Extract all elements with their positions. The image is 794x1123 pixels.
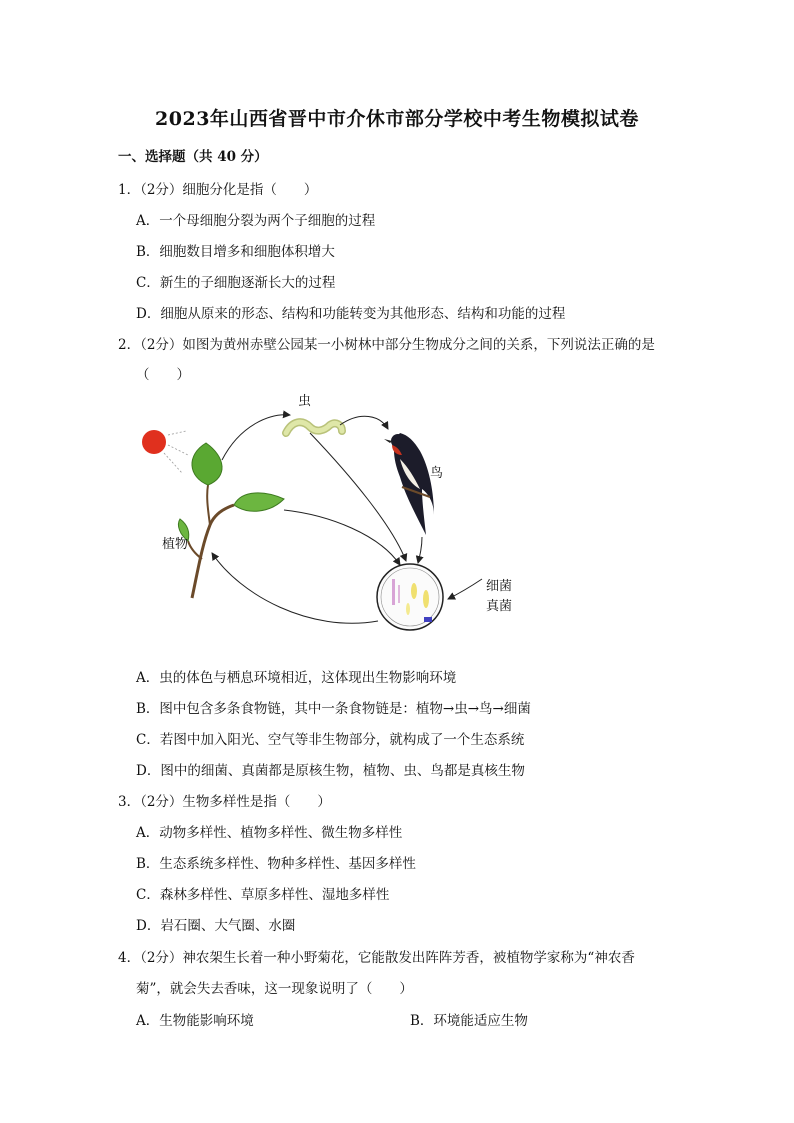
question-1-stem: 1．（2分）细胞分化是指（ ） — [118, 182, 318, 198]
arrow-label-to-microbe — [448, 579, 482, 599]
question-3-option-c: C．森林多样性、草原多样性、湿地多样性 — [136, 887, 390, 903]
section-heading: 一、选择题（共 40 分） — [118, 149, 268, 165]
insect-label: 虫 — [298, 394, 312, 409]
arrow-insect-to-microbe — [310, 433, 406, 561]
question-3-option-a: A．动物多样性、植物多样性、微生物多样性 — [136, 825, 403, 841]
plant-label: 植物 — [162, 537, 189, 552]
ecosystem-figure — [130, 385, 530, 635]
question-2-stem-cont: （ ） — [136, 367, 190, 383]
question-4-stem-cont: 菊”，就会失去香味，这一现象说明了（ ） — [136, 981, 413, 997]
sun-icon — [142, 430, 188, 473]
bacteria-label: 细菌 — [486, 579, 513, 594]
question-2-stem: 2．（2分）如图为黄州赤壁公园某一小树林中部分生物成分之间的关系，下列说法正确的是 — [118, 337, 655, 353]
question-1-option-b: B．细胞数目增多和细胞体积增大 — [136, 244, 335, 260]
arrow-bird-to-microbe — [418, 537, 422, 563]
insect-icon — [286, 422, 342, 433]
bird-label: 鸟 — [430, 466, 444, 481]
arrow-plant-to-microbe — [284, 510, 400, 565]
arrow-insect-to-bird — [340, 416, 388, 429]
question-2-option-a: A．虫的体色与栖息环境相近，这体现出生物影响环境 — [136, 670, 457, 686]
question-3-option-b: B．生态系统多样性、物种多样性、基因多样性 — [136, 856, 416, 872]
arrow-microbe-to-plant — [212, 553, 378, 623]
question-1-option-c: C．新生的子细胞逐渐长大的过程 — [136, 275, 336, 291]
page-title: 2023年山西省晋中市介休市部分学校中考生物模拟试卷 — [155, 108, 639, 130]
question-2-option-c: C．若图中加入阳光、空气等非生物部分，就构成了一个生态系统 — [136, 732, 525, 748]
arrow-plant-to-insect — [222, 415, 290, 460]
question-4-stem: 4．（2分）神农架生长着一种小野菊花，它能散发出阵阵芳香，被植物学家称为“神农香 — [118, 950, 635, 966]
question-3-option-d: D．岩石圈、大气圈、水圈 — [136, 918, 296, 934]
question-1-option-a: A．一个母细胞分裂为两个子细胞的过程 — [136, 213, 376, 229]
question-1-option-d: D．细胞从原来的形态、结构和功能转变为其他形态、结构和功能的过程 — [136, 306, 566, 322]
question-2-option-d: D．图中的细菌、真菌都是原核生物，植物、虫、鸟都是真核生物 — [136, 763, 525, 779]
question-3-stem: 3．（2分）生物多样性是指（ ） — [118, 794, 331, 810]
question-4-option-a: A．生物能影响环境 — [136, 1013, 254, 1029]
bird-icon — [384, 433, 434, 535]
question-2-option-b: B．图中包含多条食物链，其中一条食物链是：植物→虫→鸟→细菌 — [136, 701, 531, 717]
microbe-icon — [377, 564, 443, 630]
question-4-option-b: B．环境能适应生物 — [410, 1013, 528, 1029]
fungi-label: 真菌 — [486, 599, 513, 614]
